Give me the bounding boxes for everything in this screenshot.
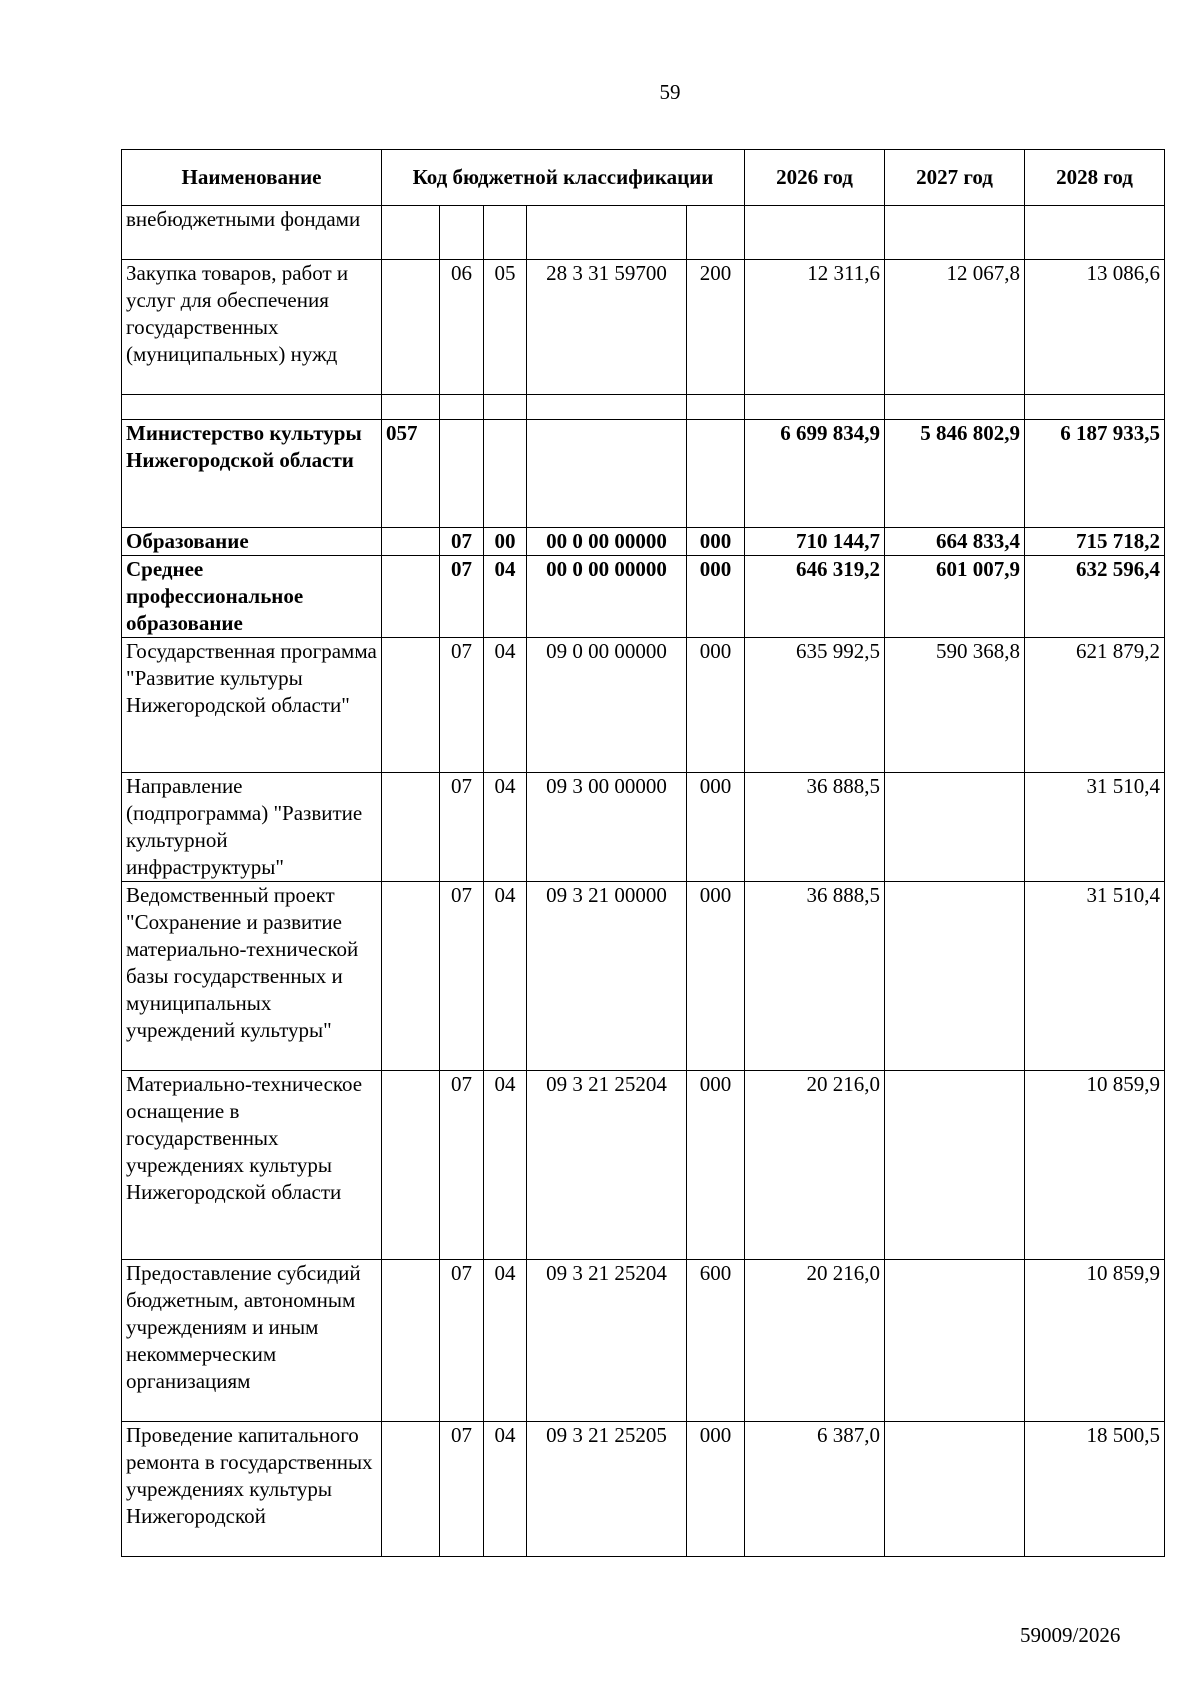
- value-2026: 20 216,0: [745, 1071, 885, 1260]
- value-2027: [885, 1071, 1025, 1260]
- code-subsection: 04: [484, 1422, 527, 1557]
- code-target: [527, 420, 687, 528]
- code-subsection: 00: [484, 528, 527, 556]
- table-row: [122, 638, 1165, 773]
- table-row: [122, 206, 1165, 260]
- table-row: [122, 528, 1165, 556]
- code-expense-type: 000: [687, 1071, 745, 1260]
- code-expense-type: 600: [687, 1260, 745, 1422]
- code-expense-type: 000: [687, 528, 745, 556]
- value-2028: 10 859,9: [1025, 1260, 1165, 1422]
- value-2027: [885, 395, 1025, 420]
- value-2028: 31 510,4: [1025, 882, 1165, 1071]
- value-2028: 621 879,2: [1025, 638, 1165, 773]
- code-admin: [382, 1071, 440, 1260]
- code-target: 09 3 21 25204: [527, 1071, 687, 1260]
- value-2026: 6 387,0: [745, 1422, 885, 1557]
- table-row: [122, 882, 1165, 1071]
- row-name: Предоставление субсидий бюджетным, автономным учреждениям и иным некоммерческим организациям: [122, 1260, 382, 1422]
- code-subsection: [484, 206, 527, 260]
- code-subsection: 04: [484, 1071, 527, 1260]
- value-2028: 715 718,2: [1025, 528, 1165, 556]
- budget-table: [121, 149, 1165, 1557]
- value-2028: [1025, 206, 1165, 260]
- row-name: Направление (подпрограмма) "Развитие культурной инфраструктуры": [122, 773, 382, 882]
- code-subsection: 04: [484, 556, 527, 638]
- row-name: Министерство культуры Нижегородской области: [122, 420, 382, 528]
- value-2026: 635 992,5: [745, 638, 885, 773]
- code-expense-type: 000: [687, 638, 745, 773]
- header-2027: 2027 год: [885, 150, 1025, 206]
- value-2027: [885, 773, 1025, 882]
- table-row: [122, 420, 1165, 528]
- code-subsection: [484, 420, 527, 528]
- code-subsection: 05: [484, 260, 527, 395]
- value-2026: 20 216,0: [745, 1260, 885, 1422]
- row-name: Проведение капитального ремонта в государственных учреждениях культуры Нижегородской: [122, 1422, 382, 1557]
- code-section: [440, 395, 484, 420]
- code-admin: [382, 882, 440, 1071]
- row-name: Среднее профессиональное образование: [122, 556, 382, 638]
- code-subsection: [484, 395, 527, 420]
- code-section: 07: [440, 638, 484, 773]
- table-row: [122, 1422, 1165, 1557]
- document-number: 59009/2026: [1020, 1623, 1121, 1647]
- code-expense-type: [687, 395, 745, 420]
- value-2027: [885, 1260, 1025, 1422]
- row-name: [122, 395, 382, 420]
- code-target: 09 0 00 00000: [527, 638, 687, 773]
- code-admin: 057: [382, 420, 440, 528]
- code-section: [440, 420, 484, 528]
- code-target: 09 3 21 25204: [527, 1260, 687, 1422]
- code-section: 07: [440, 773, 484, 882]
- code-admin: [382, 395, 440, 420]
- header-code: Код бюджетной классификации: [382, 150, 745, 206]
- code-subsection: 04: [484, 1260, 527, 1422]
- code-target: 09 3 21 00000: [527, 882, 687, 1071]
- code-section: 07: [440, 528, 484, 556]
- value-2027: 664 833,4: [885, 528, 1025, 556]
- code-expense-type: 000: [687, 882, 745, 1071]
- value-2026: 36 888,5: [745, 773, 885, 882]
- code-section: 07: [440, 1260, 484, 1422]
- table-row: [122, 395, 1165, 420]
- value-2027: [885, 1422, 1025, 1557]
- table-row: [122, 773, 1165, 882]
- value-2026: 12 311,6: [745, 260, 885, 395]
- code-target: 09 3 00 00000: [527, 773, 687, 882]
- code-subsection: 04: [484, 638, 527, 773]
- code-admin: [382, 1422, 440, 1557]
- code-expense-type: [687, 206, 745, 260]
- code-admin: [382, 556, 440, 638]
- row-name: Образование: [122, 528, 382, 556]
- row-name: Ведомственный проект "Сохранение и развитие материально-технической базы государственных и муниципальных учреждений культуры": [122, 882, 382, 1071]
- code-expense-type: 000: [687, 1422, 745, 1557]
- value-2028: 10 859,9: [1025, 1071, 1165, 1260]
- value-2026: [745, 395, 885, 420]
- value-2028: 31 510,4: [1025, 773, 1165, 882]
- code-target: [527, 206, 687, 260]
- code-admin: [382, 528, 440, 556]
- value-2028: 13 086,6: [1025, 260, 1165, 395]
- code-section: 07: [440, 1071, 484, 1260]
- table-row: [122, 1260, 1165, 1422]
- header-2028: 2028 год: [1025, 150, 1165, 206]
- code-admin: [382, 206, 440, 260]
- value-2028: 632 596,4: [1025, 556, 1165, 638]
- code-expense-type: 000: [687, 556, 745, 638]
- code-section: 07: [440, 1422, 484, 1557]
- header-name: Наименование: [122, 150, 382, 206]
- code-section: 07: [440, 882, 484, 1071]
- code-admin: [382, 260, 440, 395]
- page-number: 59: [659, 80, 681, 104]
- table-row: [122, 1071, 1165, 1260]
- value-2028: 6 187 933,5: [1025, 420, 1165, 528]
- row-name: Государственная программа "Развитие культуры Нижегородской области": [122, 638, 382, 773]
- value-2027: 601 007,9: [885, 556, 1025, 638]
- value-2028: [1025, 395, 1165, 420]
- row-name: внебюджетными фондами: [122, 206, 382, 260]
- value-2027: 5 846 802,9: [885, 420, 1025, 528]
- value-2027: 12 067,8: [885, 260, 1025, 395]
- code-section: 06: [440, 260, 484, 395]
- code-admin: [382, 638, 440, 773]
- row-name: Закупка товаров, работ и услуг для обеспечения государственных (муниципальных) нужд: [122, 260, 382, 395]
- table-row: [122, 556, 1165, 638]
- code-target: [527, 395, 687, 420]
- code-target: 28 3 31 59700: [527, 260, 687, 395]
- header-2026: 2026 год: [745, 150, 885, 206]
- code-admin: [382, 1260, 440, 1422]
- code-target: 00 0 00 00000: [527, 556, 687, 638]
- code-section: [440, 206, 484, 260]
- code-expense-type: [687, 420, 745, 528]
- code-expense-type: 200: [687, 260, 745, 395]
- table-row: [122, 260, 1165, 395]
- code-admin: [382, 773, 440, 882]
- value-2026: 646 319,2: [745, 556, 885, 638]
- code-expense-type: 000: [687, 773, 745, 882]
- code-target: 00 0 00 00000: [527, 528, 687, 556]
- value-2027: [885, 882, 1025, 1071]
- code-target: 09 3 21 25205: [527, 1422, 687, 1557]
- code-subsection: 04: [484, 882, 527, 1071]
- value-2026: [745, 206, 885, 260]
- value-2027: 590 368,8: [885, 638, 1025, 773]
- code-section: 07: [440, 556, 484, 638]
- value-2028: 18 500,5: [1025, 1422, 1165, 1557]
- header-row: [122, 150, 1165, 206]
- value-2026: 36 888,5: [745, 882, 885, 1071]
- value-2026: 6 699 834,9: [745, 420, 885, 528]
- row-name: Материально-техническое оснащение в государственных учреждениях культуры Нижегородской области: [122, 1071, 382, 1260]
- value-2027: [885, 206, 1025, 260]
- code-subsection: 04: [484, 773, 527, 882]
- value-2026: 710 144,7: [745, 528, 885, 556]
